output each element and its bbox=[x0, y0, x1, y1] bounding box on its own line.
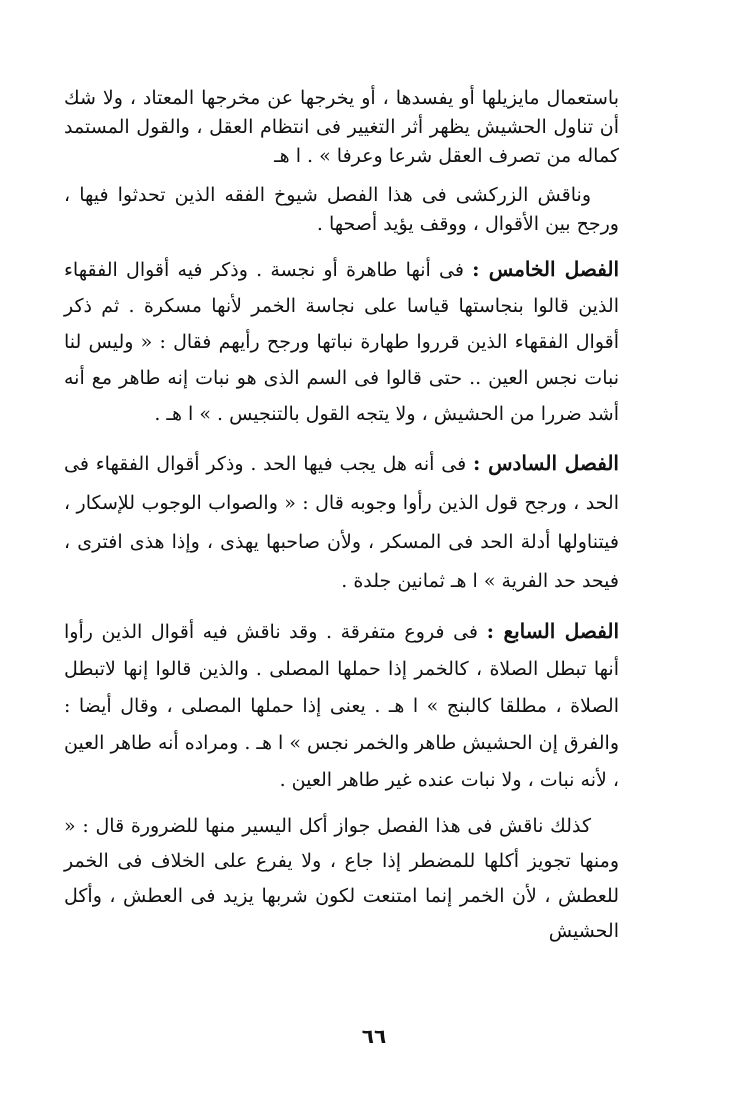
paragraph-intro-continuation bbox=[64, 84, 619, 171]
paragraph-text: كذلك ناقش فى هذا الفصل جواز أكل اليسير منها للضرورة قال : « ومنها تجويز أكلها للمضطر إذا جاع ، ولا يفرع على الخلاف فى الخمر للعطش ، لأن الخمر إنما امتنعت لكون شربها يزيد فى العطش ، وأكل الحشيش bbox=[64, 815, 619, 942]
paragraph-text: وناقش الزركشى فى هذا الفصل شيوخ الفقه الذين تحدثوا فيها ، ورجح بين الأقوال ، ووقف يؤيد أصحها . bbox=[64, 184, 619, 235]
page-body-text bbox=[64, 84, 619, 949]
paragraph-chapter-seven bbox=[64, 613, 619, 799]
page-number: ٦٦ bbox=[361, 1024, 387, 1048]
paragraph-necessity-discussion bbox=[64, 809, 619, 949]
paragraph-text: فى أنه هل يجب فيها الحد . وذكر أقوال الفقهاء فى الحد ، ورجح قول الذين رأوا وجوبه قال : « والصواب الوجوب للإسكار ، فيتناولها أدلة الحد فى المسكر ، ولأن صاحبها يهذى ، وإذا هذى افترى ، فيحد حد الفرية » ا هـ ثمانين جلدة . bbox=[64, 453, 619, 592]
paragraph-text: فى أنها طاهرة أو نجسة . وذكر فيه أقوال الفقهاء الذين قالوا بنجاستها قياسا على نجاسة الخمر لأنها مسكرة . ثم ذكر أقوال الفقهاء الذين قرروا طهارة نباتها ورجح رأيهم فقال : « وليس لنا نبات نجس العين .. حتى قالوا فى السم الذى هو نبات إنه طاهر مع أنه أشد ضررا من الحشيش ، ولا يتجه القول بالتنجيس . » ا هـ . bbox=[64, 259, 619, 425]
paragraph-zarkashi-discussion bbox=[64, 181, 619, 239]
paragraph-text: فى فروع متفرقة . وقد ناقش فيه أقوال الذين رأوا أنها تبطل الصلاة ، كالخمر إذا حملها المصلى . والذين قالوا إنها لاتبطل الصلاة ، مطلقا كالبنج » ا هـ . يعنى إذا حملها المصلى ، وقال أيضا : والفرق إن الحشيش طاهر والخمر نجس » ا هـ . ومراده أنه طاهر العين ، لأنه نبات ، ولا نبات عنده غير طاهر العين . bbox=[64, 621, 619, 791]
paragraph-chapter-six bbox=[64, 444, 619, 601]
chapter-heading: الفصل الخامس : bbox=[472, 257, 619, 281]
chapter-heading: الفصل السابع : bbox=[486, 619, 619, 643]
chapter-heading: الفصل السادس : bbox=[472, 451, 619, 475]
paragraph-chapter-five bbox=[64, 251, 619, 432]
paragraph-text: باستعمال مايزيلها أو يفسدها ، أو يخرجها عن مخرجها المعتاد ، ولا شك أن تناول الحشيش يظهر أثر التغيير فى انتظام العقل ، والقول المستمد كماله من تصرف العقل شرعا وعرفا » . ا هـ bbox=[64, 87, 619, 167]
